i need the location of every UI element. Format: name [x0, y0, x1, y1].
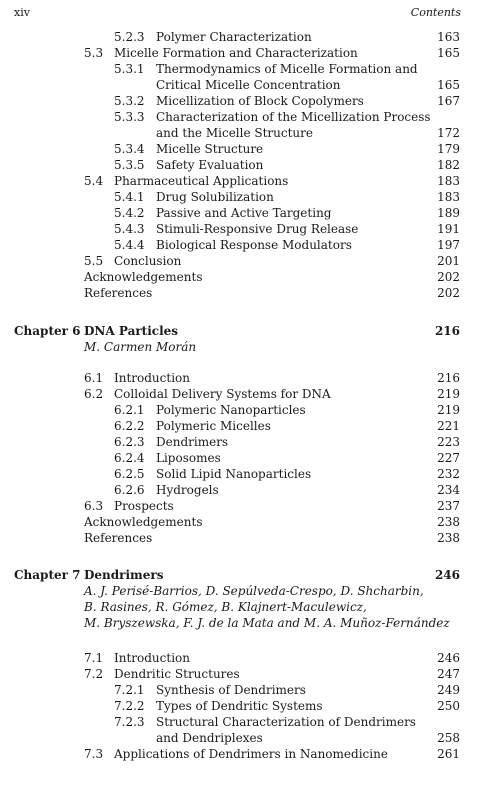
section-number: 7.2.1	[114, 683, 145, 697]
page-number: 219	[437, 403, 460, 417]
toc-entry	[0, 173, 489, 189]
section-number: 7.2.3	[114, 715, 145, 729]
section-title: Thermodynamics of Micelle Formation and	[156, 62, 418, 76]
page-number: 182	[437, 158, 460, 172]
toc-entry	[0, 514, 489, 530]
section-title: Polymeric Nanoparticles	[156, 403, 306, 417]
chapter-page-number: 246	[434, 568, 460, 582]
page-number: 167	[437, 94, 460, 108]
page-number: 247	[437, 667, 460, 681]
page-number: 223	[437, 435, 460, 449]
chapter-title: Dendrimers	[84, 568, 164, 582]
page-number: 179	[437, 142, 460, 156]
toc-entry	[0, 418, 489, 434]
toc-entry	[0, 714, 489, 730]
toc-entry	[0, 698, 489, 714]
section-title: Stimuli-Responsive Drug Release	[156, 222, 359, 236]
section-title: Dendritic Structures	[114, 667, 240, 681]
page-number: xiv	[14, 6, 30, 19]
page-number: 261	[437, 747, 460, 761]
page-number: 165	[437, 78, 460, 92]
section-title: Polymeric Micelles	[156, 419, 271, 433]
chapter-title: DNA Particles	[84, 324, 179, 338]
page-number: 163	[437, 30, 460, 44]
page-number: 183	[437, 174, 460, 188]
section-title: Pharmaceutical Applications	[114, 174, 289, 188]
section-number: 5.4.1	[114, 190, 145, 204]
section-title: Passive and Active Targeting	[156, 206, 332, 220]
section-number: 6.2.5	[114, 467, 145, 481]
section-number: 5.4	[84, 174, 104, 188]
section-title: Safety Evaluation	[156, 158, 264, 172]
toc-entry	[0, 498, 489, 514]
toc-entry	[0, 253, 489, 269]
page-number: 227	[437, 451, 460, 465]
page-number: 219	[437, 387, 460, 401]
toc-entry	[0, 141, 489, 157]
chapter-page-number: 216	[434, 324, 460, 338]
section-number: 5.4.3	[114, 222, 145, 236]
page-number: 189	[437, 206, 460, 220]
section-number: 6.2.1	[114, 403, 145, 417]
page-number: 216	[437, 371, 460, 385]
chapter-authors: B. Rasines, R. Gómez, B. Klajnert-Maculewicz,	[84, 600, 367, 614]
toc-entry	[0, 370, 489, 386]
section-number: 5.4.4	[114, 238, 145, 252]
page-number: 238	[437, 515, 460, 529]
section-number: 5.3	[84, 46, 104, 60]
section-number: 6.2.2	[114, 419, 145, 433]
page-number: 201	[437, 254, 460, 268]
section-number: 5.3.4	[114, 142, 145, 156]
toc-entry	[0, 666, 489, 682]
page-number: 238	[437, 531, 460, 545]
page-number: 234	[437, 483, 460, 497]
section-number: 5.5	[84, 254, 104, 268]
page-number: 258	[437, 731, 460, 745]
chapter-6-heading	[0, 323, 489, 339]
section-title: Synthesis of Dendrimers	[156, 683, 306, 697]
section-number: 7.2.2	[114, 699, 145, 713]
page-number: 191	[437, 222, 460, 236]
toc-entry	[0, 45, 489, 61]
section-title: Acknowledgements	[84, 515, 203, 529]
toc-entry	[0, 746, 489, 762]
section-title: References	[84, 286, 153, 300]
section-number: 6.2.6	[114, 483, 145, 497]
page-number: 183	[437, 190, 460, 204]
toc-entry	[0, 237, 489, 253]
chapter-label: Chapter 7	[14, 568, 81, 582]
chapter-authors: M. Bryszewska, F. J. de la Mata and M. A. Muñoz-Fernández	[84, 616, 450, 630]
toc-entry	[0, 157, 489, 173]
section-title: Liposomes	[156, 451, 221, 465]
toc-entry	[0, 434, 489, 450]
toc-entry	[0, 125, 489, 141]
section-title: and the Micelle Structure	[156, 126, 314, 140]
toc-entry	[0, 61, 489, 77]
section-number: 6.1	[84, 371, 104, 385]
section-title: Dendrimers	[156, 435, 229, 449]
section-title: Micelle Structure	[156, 142, 264, 156]
page-number: 250	[437, 699, 460, 713]
toc-entry	[0, 269, 489, 285]
section-title: Prospects	[114, 499, 174, 513]
section-title: Hydrogels	[156, 483, 219, 497]
toc-entry	[0, 205, 489, 221]
section-number: 6.2.3	[114, 435, 145, 449]
section-number: 5.2.3	[114, 30, 145, 44]
section-title: Polymer Characterization	[156, 30, 312, 44]
section-title: References	[84, 531, 153, 545]
section-title: Characterization of the Micellization Process	[156, 110, 431, 124]
toc-entry	[0, 386, 489, 402]
section-title: Solid Lipid Nanoparticles	[156, 467, 312, 481]
page-number: 232	[437, 467, 460, 481]
section-number: 5.3.1	[114, 62, 145, 76]
toc-entry	[0, 650, 489, 666]
section-title: Conclusion	[114, 254, 182, 268]
section-title: and Dendriplexes	[156, 731, 263, 745]
page-number: 237	[437, 499, 460, 513]
page-number: 202	[437, 286, 460, 300]
section-title: Types of Dendritic Systems	[156, 699, 323, 713]
page-number: 221	[437, 419, 460, 433]
toc-entry	[0, 221, 489, 237]
section-title: Micelle Formation and Characterization	[114, 46, 358, 60]
section-title: Biological Response Modulators	[156, 238, 352, 252]
toc-entry	[0, 450, 489, 466]
running-title: Contents	[410, 6, 461, 19]
chapter-label: Chapter 6	[14, 324, 81, 338]
section-number: 5.3.5	[114, 158, 145, 172]
section-title: Introduction	[114, 651, 190, 665]
section-number: 7.3	[84, 747, 104, 761]
section-title: Acknowledgements	[84, 270, 203, 284]
toc-entry	[0, 530, 489, 546]
section-number: 5.3.3	[114, 110, 145, 124]
section-number: 5.4.2	[114, 206, 145, 220]
section-title: Applications of Dendrimers in Nanomedicine	[114, 747, 388, 761]
section-title: Structural Characterization of Dendrimers	[156, 715, 416, 729]
section-number: 5.3.2	[114, 94, 145, 108]
section-number: 6.3	[84, 499, 104, 513]
toc-entry	[0, 77, 489, 93]
page-number: 197	[437, 238, 460, 252]
toc-entry	[0, 482, 489, 498]
page-number: 172	[437, 126, 460, 140]
section-title: Colloidal Delivery Systems for DNA	[114, 387, 331, 401]
section-number: 7.1	[84, 651, 104, 665]
toc-entry	[0, 29, 489, 45]
chapter-7-heading	[0, 567, 489, 583]
chapter-authors: M. Carmen Morán	[84, 340, 197, 354]
toc-entry	[0, 109, 489, 125]
section-number: 6.2	[84, 387, 104, 401]
section-title: Introduction	[114, 371, 190, 385]
toc-entry	[0, 466, 489, 482]
page-number: 202	[437, 270, 460, 284]
page-number: 165	[437, 46, 460, 60]
toc-entry	[0, 189, 489, 205]
chapter-authors: A. J. Perisé-Barrios, D. Sepúlveda-Crespo, D. Shcharbin,	[84, 584, 424, 598]
section-number: 7.2	[84, 667, 104, 681]
page-number: 249	[437, 683, 460, 697]
page-number: 246	[437, 651, 460, 665]
toc-entry	[0, 730, 489, 746]
section-title: Critical Micelle Concentration	[156, 78, 341, 92]
toc-entry	[0, 93, 489, 109]
section-title: Micellization of Block Copolymers	[156, 94, 364, 108]
toc-entry	[0, 285, 489, 301]
section-title: Drug Solubilization	[156, 190, 274, 204]
section-number: 6.2.4	[114, 451, 145, 465]
toc-entry	[0, 402, 489, 418]
toc-entry	[0, 682, 489, 698]
